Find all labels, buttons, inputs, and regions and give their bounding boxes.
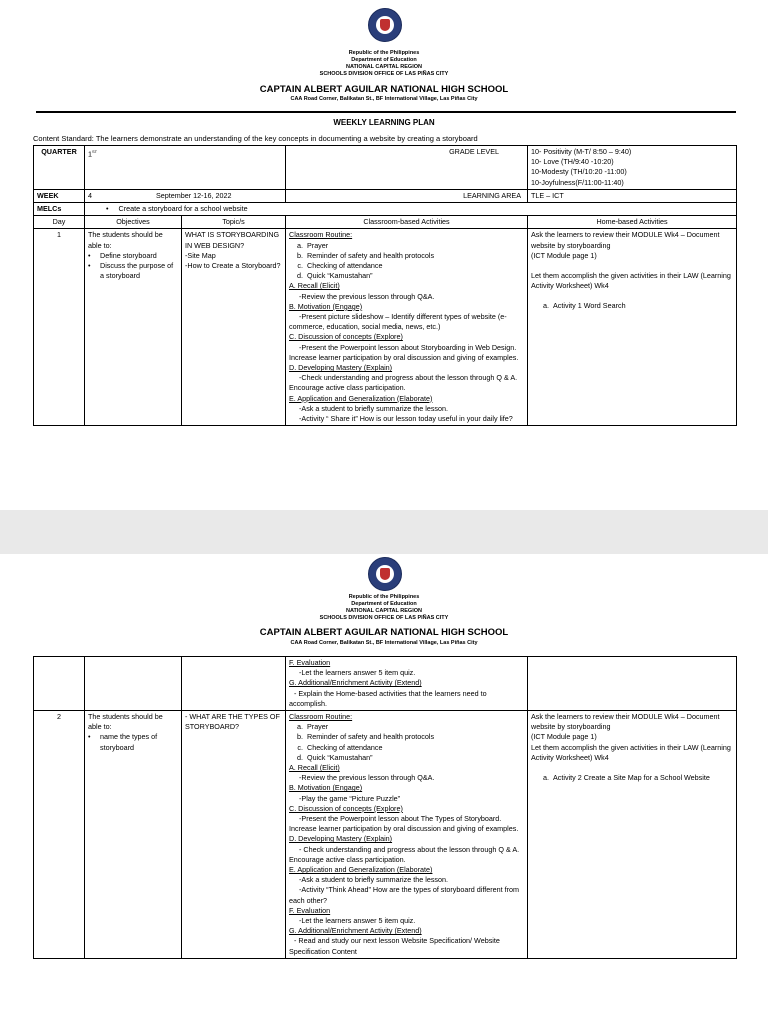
day1-home-activities: Ask the learners to review their MODULE Wk4 – Document website by storyboarding (ICT Module page 1) Let them accomplish the given activities in their LAW (Learning Activity Worksheet) Wk4 a. Activity 1 Word Search: [528, 229, 737, 426]
routine-item: Quick “Kamustahan”: [307, 752, 373, 762]
enrichment-text: - Read and study our next lesson Website Specification/ Website Specification Content: [289, 936, 500, 956]
routine-item: Prayer: [307, 240, 329, 250]
section-item: 10- Positivity (M-T/ 8:50 – 9:40): [531, 147, 632, 156]
deped-seal-icon: [368, 557, 402, 591]
motivation-text: -Present picture slideshow – Identify different types of website (e-commerce, education, social media, news, etc.): [289, 312, 507, 332]
topic-line: WHAT IS STORYBOARDING IN WEB DESIGN?: [185, 230, 280, 250]
motivation-title: B. Motivation (Engage): [289, 301, 363, 311]
motivation-title: B. Motivation (Engage): [289, 783, 363, 793]
school-name: CAPTAIN ALBERT AGUILAR NATIONAL HIGH SCHOOL: [259, 84, 509, 95]
col-classroom: Classroom-based Activities: [286, 216, 528, 229]
evaluation-text: -Let the learners answer 5 item quiz.: [299, 916, 416, 926]
section-item: 10-Modesty (TH/10:20 -11:00): [531, 167, 627, 177]
recall-title: A. Recall (Elicit): [289, 763, 340, 773]
continued-row: [34, 657, 737, 711]
objective-item: Define storyboard: [100, 250, 157, 260]
learning-plan-table-continued: [33, 656, 737, 959]
evaluation-title: F. Evaluation: [289, 905, 331, 915]
routine-item: Quick “Kamustahan”: [307, 271, 373, 281]
school-name: CAPTAIN ALBERT AGUILAR NATIONAL HIGH SCHOOL: [259, 627, 509, 638]
mastery-text: - Check understanding and progress about the lesson through Q & A. Encourage active class participation.: [289, 844, 520, 864]
day2-row: [34, 711, 737, 959]
application-title: E. Application and Generalization (Elaborate): [289, 393, 433, 403]
application-text: -Ask a student to briefly summarize the lesson.: [299, 875, 449, 885]
home-module-ref: (ICT Module page 1): [531, 250, 597, 260]
day1-row: [34, 229, 737, 426]
day1-topics: [182, 229, 286, 426]
evaluation-title: F. Evaluation: [289, 658, 331, 667]
discussion-text: -Present the Powerpoint lesson about Storyboarding in Web Design. Increase learner participation by oral discussion and giving of examples.: [289, 342, 519, 362]
mastery-title: D. Developing Mastery (Explain): [289, 363, 393, 373]
discussion-text: -Present the Powerpoint lesson about The Types of Storyboard. Increase learner participation by oral discussion and giving of examples.: [289, 814, 519, 834]
day2-objectives: The students should be able to: • name the types of storyboard: [85, 711, 182, 959]
col-objectives: Objectives: [85, 216, 182, 229]
application-text: -Ask a student to briefly summarize the lesson.: [299, 403, 449, 413]
mastery-text: -Check understanding and progress about the lesson through Q & A. Encourage active class participation.: [289, 373, 518, 393]
discussion-title: C. Discussion of concepts (Explore): [289, 332, 403, 342]
section-item: 10-Joyfulness(F/11:00-11:40): [531, 177, 624, 187]
day-number: 1: [34, 229, 85, 426]
day1-objectives: The students should be able to: • Define storyboard • Discuss the purpose of a storyboard: [85, 229, 182, 426]
week-dates: September 12-16, 2022: [156, 190, 232, 200]
week-value: 4 September 12-16, 2022: [85, 189, 286, 202]
topic-line: -How to Create a Storyboard?: [185, 261, 281, 271]
col-day: Day: [34, 216, 85, 229]
section-item: 10- Love (TH/9:40 -10:20): [531, 157, 614, 167]
objective-item: Discuss the purpose of a storyboard: [100, 261, 174, 281]
objectives-intro: The students should be able to:: [88, 230, 163, 250]
department-text: Department of Education: [351, 57, 417, 63]
application-title: E. Application and Generalization (Elaborate): [289, 865, 433, 875]
home-instruction: Ask the learners to review their MODULE Wk4 – Document website by storyboarding: [531, 712, 720, 732]
col-topics: Topic/s: [182, 216, 286, 229]
evaluation-text: -Let the learners answer 5 item quiz.: [299, 668, 416, 678]
recall-text: -Review the previous lesson through Q&A.: [299, 773, 435, 783]
school-address: CAA Road Corner, Balikatan St., BF International Village, Las Piñas City: [290, 640, 478, 646]
department-text: Department of Education: [351, 601, 417, 607]
melcs-row: [34, 203, 737, 216]
application-text: -Activity “Think Ahead” How are the types of storyboard different from each other?: [289, 885, 519, 905]
day2-topics: [182, 711, 286, 959]
quarter-value: 1ST: [85, 146, 286, 190]
routine-item: Checking of attendance: [307, 261, 383, 271]
learning-area-value: TLE – ICT: [528, 189, 737, 202]
home-instruction: Ask the learners to review their MODULE Wk4 – Document website by storyboarding: [531, 230, 720, 250]
routine-item: Prayer: [307, 722, 329, 732]
application-text: -Activity “ Share it” How is our lesson today useful in your daily life?: [299, 414, 513, 424]
home-activity: Activity 1 Word Search: [553, 301, 626, 311]
republic-text: Republic of the Philippines: [348, 594, 420, 600]
home-activity: Activity 2 Create a Site Map for a School Website: [553, 773, 710, 783]
routine-title: Classroom Routine:: [289, 230, 353, 240]
routine-item: Reminder of safety and health protocols: [307, 250, 435, 260]
routine-item: Checking of attendance: [307, 742, 383, 752]
objective-item: name the types of storyboard: [100, 732, 158, 752]
col-home: Home-based Activities: [528, 216, 737, 229]
region-text: NATIONAL CAPITAL REGION: [346, 608, 422, 614]
day2-home-activities: Ask the learners to review their MODULE Wk4 – Document website by storyboarding (ICT Module page 1) Let them accomplish the given activities in their LAW (Learning Activity Worksheet) Wk4 a. Activity 2 Create a Site Map for a School Website: [528, 711, 737, 959]
recall-title: A. Recall (Elicit): [289, 281, 340, 291]
melcs-value: • Create a storyboard for a school website: [85, 203, 737, 216]
learning-plan-table: [33, 145, 737, 426]
grade-level-label: GRADE LEVEL: [286, 146, 528, 190]
column-header-row: [34, 216, 737, 229]
week-label: WEEK: [34, 189, 85, 202]
melcs-label: MELCs: [34, 203, 85, 216]
routine-title: Classroom Routine:: [289, 712, 353, 722]
home-instruction: Let them accomplish the given activities in their LAW (Learning Activity Worksheet) Wk4: [531, 271, 731, 291]
topic-line: - WHAT ARE THE TYPES OF STORYBOARD?: [185, 712, 280, 732]
document-title: WEEKLY LEARNING PLAN: [333, 118, 435, 127]
continued-classroom-activities: [286, 657, 528, 711]
discussion-title: C. Discussion of concepts (Explore): [289, 803, 403, 813]
home-instruction: Let them accomplish the given activities in their LAW (Learning Activity Worksheet) Wk4: [531, 742, 731, 762]
home-module-ref: (ICT Module page 1): [531, 732, 597, 742]
enrichment-text: - Explain the Home-based activities that the learners need to accomplish.: [289, 688, 487, 708]
republic-text: Republic of the Philippines: [348, 50, 420, 56]
enrichment-title: G. Additional/Enrichment Activity (Extend): [289, 926, 422, 936]
header-rule: [36, 111, 736, 113]
quarter-label: QUARTER: [34, 146, 85, 190]
division-text: SCHOOLS DIVISION OFFICE OF LAS PIÑAS CITY: [319, 615, 449, 621]
quarter-row: [34, 146, 737, 190]
sections-list: [528, 146, 737, 190]
school-address: CAA Road Corner, Balikatan St., BF International Village, Las Piñas City: [290, 96, 478, 102]
day2-classroom-activities: Classroom Routine: a. Prayer b. Reminder of safety and health protocols c. Checking of attendance d. Quick “Kamustahan” A. Recall (Elicit) -Review the previous lesson through Q&A. B. Motivation (Engage) -Play the game “Picture Puzzle” C. Discussion of concepts (Explore) -Present the Powerpoint lesson about The Types of Storyboard. Increase learner participation by oral discussion and giving of examples. D. Developing Mastery (Explain) - Check understanding and progress about the lesson through Q & A. Encourage active class participation. E. Application and Generalization (Elaborate) -Ask a student to briefly summarize the lesson. -Activity “Think Ahead” How are the types of storyboard different from each other? F. Evaluation -Let the learners answer 5 item quiz. G. Additional/Enrichment Activity (Extend) - Read and study our next lesson Website Specification/ Website Specification Content: [286, 711, 528, 959]
learning-area-label: LEARNING AREA: [286, 189, 528, 202]
enrichment-title: G. Additional/Enrichment Activity (Extend): [289, 678, 422, 688]
objectives-intro: The students should be able to:: [88, 712, 163, 732]
mastery-title: D. Developing Mastery (Explain): [289, 834, 393, 844]
routine-item: Reminder of safety and health protocols: [307, 732, 435, 742]
region-text: NATIONAL CAPITAL REGION: [346, 64, 422, 70]
motivation-text: -Play the game “Picture Puzzle”: [299, 793, 401, 803]
day-number: 2: [34, 711, 85, 959]
day1-classroom-activities: Classroom Routine: a. Prayer b. Reminder of safety and health protocols c. Checking of attendance d. Quick “Kamustahan” A. Recall (Elicit) -Review the previous lesson through Q&A. B. Motivation (Engage) -Present picture slideshow – Identify different types of website (e-commerce, education, social media, news, etc.) C. Discussion of concepts (Explore) -Present the Powerpoint lesson about Storyboarding in Web Design. Increase learner participation by oral discussion and giving of examples. D. Developing Mastery (Explain) -Check understanding and progress about the lesson through Q & A. Encourage active class participation. E. Application and Generalization (Elaborate) -Ask a student to briefly summarize the lesson. -Activity “ Share it” How is our lesson today useful in your daily life?: [286, 229, 528, 426]
deped-seal-icon: [368, 8, 402, 42]
topic-line: -Site Map: [185, 250, 216, 260]
recall-text: -Review the previous lesson through Q&A.: [299, 291, 435, 301]
content-standard: Content Standard: The learners demonstrate an understanding of the key concepts in documenting a website by creating a storyboard: [33, 134, 478, 143]
week-row: [34, 189, 737, 202]
division-text: SCHOOLS DIVISION OFFICE OF LAS PIÑAS CITY: [319, 71, 449, 77]
page-gap: [0, 510, 768, 554]
